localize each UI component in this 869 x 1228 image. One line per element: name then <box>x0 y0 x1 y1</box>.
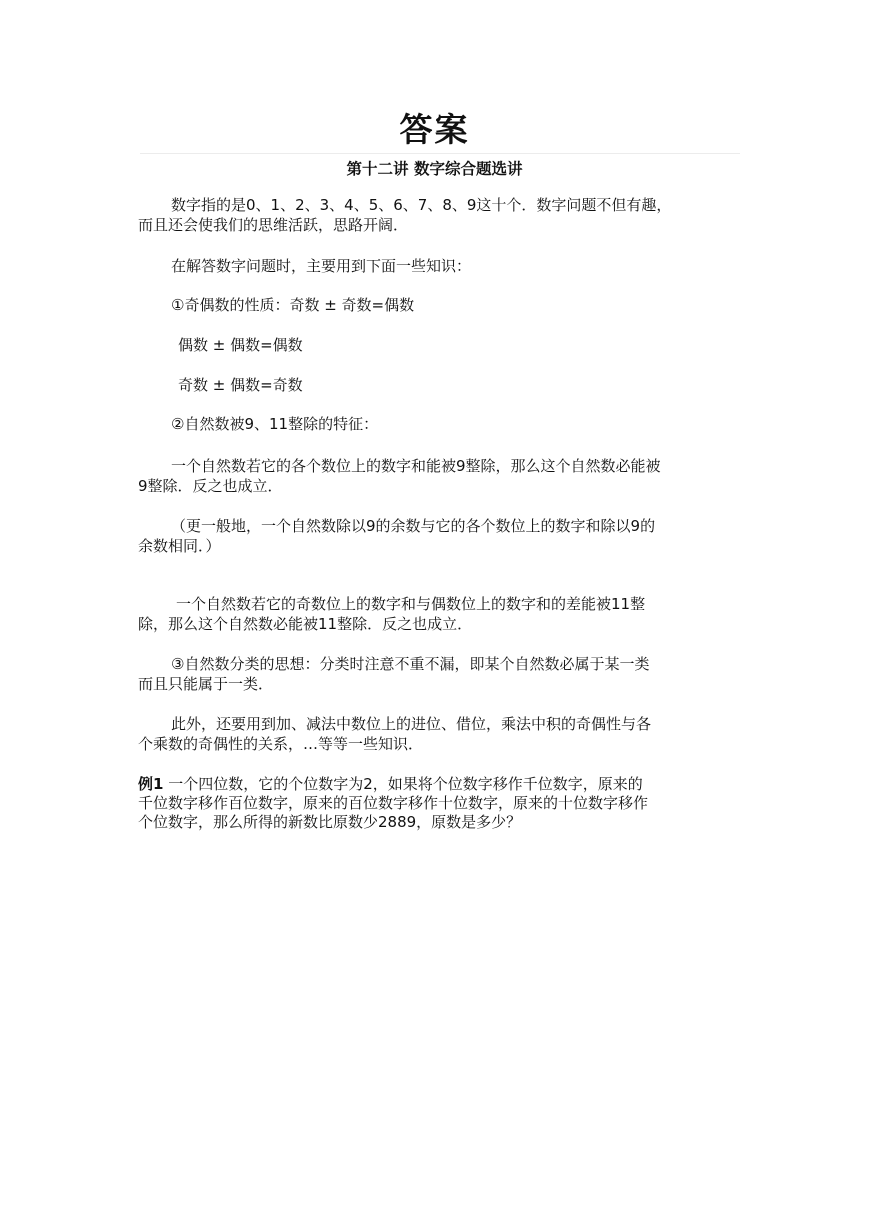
rule-11-paragraph <box>138 594 738 634</box>
divisibility-heading: ②自然数被9、11整除的特征： <box>171 415 379 433</box>
additional-line-1: 此外，还要用到加、减法中数位上的进位、借位，乘法中积的奇偶性与各 <box>171 715 652 733</box>
example-label: 例1 <box>138 775 164 793</box>
example-1-line-2: 千位数字移作百位数字，原来的百位数字移作十位数字，原来的十位数字移作 <box>138 794 649 812</box>
rule-9-general-line-1: （更一般地，一个自然数除以9的余数与它的各个数位上的数字和除以9的 <box>171 517 656 535</box>
rule-9-paragraph <box>138 456 738 496</box>
example-1-line-3: 个位数字，那么所得的新数比原数少2889，原数是多少？ <box>138 813 522 831</box>
rule-9-line-2: 9整除．反之也成立． <box>138 477 283 495</box>
rule-11-line-1: 一个自然数若它的奇数位上的数字和与偶数位上的数字和的差能被11整 <box>176 595 646 613</box>
additional-paragraph <box>138 714 738 754</box>
parity-rule-3: 奇数 ± 偶数=奇数 <box>178 376 303 394</box>
rule-9-line-1: 一个自然数若它的各个数位上的数字和能被9整除，那么这个自然数必能被 <box>171 457 661 475</box>
example-1-paragraph <box>138 775 738 832</box>
page-title: 答案 <box>399 110 470 149</box>
classification-line-2: 而且只能属于一类． <box>138 675 274 693</box>
rule-11-line-2: 除，那么这个自然数必能被11整除．反之也成立． <box>138 615 473 633</box>
knowledge-intro: 在解答数字问题时，主要用到下面一些知识： <box>171 257 472 275</box>
classification-paragraph <box>138 654 738 694</box>
example-1-line-1-text: 一个四位数，它的个位数字为2，如果将个位数字移作千位数字，原来的 <box>163 775 643 793</box>
additional-line-2: 个乘数的奇偶性的关系，…等等一些知识． <box>138 735 424 753</box>
intro-line-2: 而且还会使我们的思维活跃，思路开阔． <box>138 216 409 234</box>
parity-rule-1: ①奇偶数的性质：奇数 ± 奇数=偶数 <box>171 296 415 314</box>
parity-rule-2: 偶数 ± 偶数=偶数 <box>178 336 303 354</box>
intro-paragraph <box>138 195 738 235</box>
classification-line-1: ③自然数分类的思想：分类时注意不重不漏，即某个自然数必属于某一类 <box>171 655 650 673</box>
rule-9-general-paragraph <box>138 516 738 556</box>
lecture-subtitle: 第十二讲 数字综合题选讲 <box>346 160 523 178</box>
rule-9-general-line-2: 余数相同．） <box>138 537 221 555</box>
intro-line-1: 数字指的是0、1、2、3、4、5、6、7、8、9这十个．数字问题不但有趣， <box>171 196 672 214</box>
example-1-line-1 <box>138 775 738 794</box>
title-divider <box>140 153 740 154</box>
